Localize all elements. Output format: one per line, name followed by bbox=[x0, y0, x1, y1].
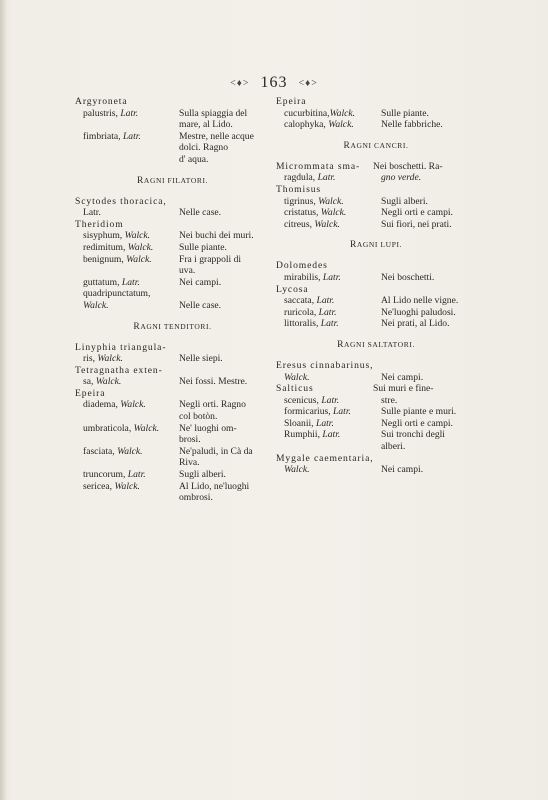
section-heading bbox=[276, 141, 476, 151]
genus-name: Argyroneta bbox=[75, 96, 128, 107]
left-column bbox=[75, 96, 270, 504]
species-entry bbox=[75, 242, 270, 254]
species-entry bbox=[276, 372, 476, 384]
species-epithet: sericea, bbox=[83, 480, 115, 492]
genus-name: Mygale caementaria, bbox=[276, 452, 374, 464]
species-author: Walck. bbox=[114, 480, 140, 492]
species-author: Walck. bbox=[320, 207, 347, 219]
species-author: Latr. bbox=[318, 306, 337, 318]
species-name bbox=[75, 423, 179, 435]
habitat-note: Nelle fabbriche. bbox=[381, 119, 443, 131]
species-author: Walck. bbox=[284, 371, 310, 383]
heading-initial: R bbox=[343, 140, 351, 151]
genus-name: Eresus cinnabarinus, bbox=[276, 359, 374, 371]
habitat-note: Nei campi. bbox=[381, 371, 424, 383]
species-entry bbox=[276, 429, 476, 441]
habitat-note: uva. bbox=[179, 265, 196, 277]
heading-initial: R bbox=[136, 175, 144, 186]
species-epithet: sisyphum, bbox=[83, 230, 125, 242]
species-entry bbox=[276, 307, 476, 319]
species-author: Walck. bbox=[284, 464, 310, 476]
species-epithet: Rumphii, bbox=[284, 429, 323, 441]
species-author: Latr. bbox=[120, 107, 139, 119]
habitat-note: Negli orti e campi. bbox=[381, 417, 453, 429]
species-epithet: Latr. bbox=[83, 207, 101, 219]
species-name bbox=[276, 119, 381, 131]
species-author: Latr. bbox=[321, 394, 340, 406]
habitat-note: Ne'luoghi paludosi. bbox=[381, 306, 456, 318]
habitat-note: Nei fossi. Mestre. bbox=[179, 376, 248, 388]
species-name bbox=[276, 172, 381, 184]
species-name bbox=[75, 457, 179, 469]
genus-name: Thomisus bbox=[276, 183, 322, 195]
species-name bbox=[75, 254, 179, 266]
habitat-note: Nei campi. bbox=[381, 464, 424, 476]
species-author: Walck. bbox=[133, 422, 160, 434]
species-entry bbox=[276, 418, 476, 430]
heading-rest: AGNI LUPI. bbox=[356, 240, 403, 250]
species-entry bbox=[276, 219, 476, 231]
heading-initial: R bbox=[337, 339, 345, 350]
species-name bbox=[276, 464, 381, 476]
species-author: Walck. bbox=[126, 253, 152, 265]
ornament-right: <♦> bbox=[298, 77, 318, 89]
habitat-note: Sulle piante e muri. bbox=[381, 406, 457, 418]
species-author: Latr. bbox=[317, 172, 336, 184]
species-entry bbox=[75, 457, 270, 469]
habitat-note: Al Lido, ne'luoghi bbox=[179, 480, 250, 492]
species-entry bbox=[75, 277, 270, 289]
habitat-note: d' aqua. bbox=[179, 153, 209, 165]
species-name bbox=[75, 131, 179, 143]
habitat-note: Al Lido nelle vigne. bbox=[381, 295, 459, 307]
species-entry bbox=[276, 295, 476, 307]
habitat-note: alberi. bbox=[381, 441, 406, 453]
habitat-note: brosi. bbox=[179, 434, 201, 446]
species-entry bbox=[75, 108, 270, 120]
species-name bbox=[276, 219, 381, 231]
habitat-note: col botòn. bbox=[179, 411, 218, 423]
species-author: Latr. bbox=[127, 469, 146, 481]
species-entry bbox=[276, 406, 476, 418]
species-entry bbox=[75, 131, 270, 143]
species-epithet: ris, bbox=[83, 353, 98, 365]
habitat-note: Sugli alberi. bbox=[381, 195, 428, 207]
species-entry bbox=[75, 434, 270, 446]
species-name bbox=[75, 119, 179, 131]
species-epithet: calophyka, bbox=[284, 119, 329, 131]
habitat-note: dolci. Ragno bbox=[179, 142, 229, 154]
species-name bbox=[276, 196, 381, 208]
species-name bbox=[276, 372, 381, 384]
habitat-note: Sugli alberi. bbox=[179, 469, 226, 481]
genus-name: Dolomedes bbox=[276, 260, 328, 272]
species-epithet: citreus, bbox=[284, 218, 315, 230]
habitat-note: Nei boschetti. Ra- bbox=[373, 160, 443, 172]
page-gutter-shadow bbox=[0, 0, 6, 800]
species-author: Walck. bbox=[117, 445, 143, 457]
species-author: Walck. bbox=[314, 218, 340, 230]
species-name bbox=[276, 383, 373, 395]
species-entry bbox=[75, 265, 270, 277]
species-entry bbox=[75, 288, 270, 300]
species-entry bbox=[75, 230, 270, 242]
species-name bbox=[75, 399, 179, 411]
page-number: 163 bbox=[260, 74, 288, 91]
species-name bbox=[276, 441, 381, 453]
species-epithet: redimitum, bbox=[83, 241, 128, 253]
species-author: Walck. bbox=[318, 195, 344, 207]
species-entry bbox=[276, 272, 476, 284]
species-author: Latr. bbox=[122, 130, 141, 142]
section-heading bbox=[75, 176, 270, 186]
habitat-note: Mestre, nelle acque bbox=[179, 130, 254, 142]
habitat-note: Sulle piante. bbox=[381, 107, 429, 119]
species-epithet: fasciata, bbox=[83, 445, 118, 457]
species-name bbox=[276, 318, 381, 330]
genus-name: Lycosa bbox=[276, 283, 309, 295]
species-author: Latr. bbox=[333, 406, 351, 418]
species-epithet: diadema, bbox=[83, 399, 121, 411]
species-entry bbox=[276, 464, 476, 476]
ornament-left: <♦> bbox=[230, 77, 250, 89]
habitat-note: Ne' luoghi om- bbox=[179, 422, 237, 434]
species-entry bbox=[75, 469, 270, 481]
habitat-note: Negli orti e campi. bbox=[381, 207, 453, 219]
species-entry bbox=[75, 492, 270, 504]
species-name bbox=[75, 142, 179, 154]
species-entry bbox=[276, 108, 476, 120]
species-epithet: littoralis, bbox=[284, 318, 321, 330]
habitat-note: gno verde. bbox=[381, 172, 422, 184]
species-entry bbox=[276, 161, 476, 173]
species-entry bbox=[75, 446, 270, 458]
habitat-note: Sui tronchi degli bbox=[381, 429, 445, 441]
species-epithet: fimbriata, bbox=[83, 130, 123, 142]
species-entry bbox=[75, 207, 270, 219]
species-name bbox=[276, 395, 381, 407]
genus-name: Scytodes thoracica, bbox=[75, 195, 167, 207]
species-name bbox=[75, 265, 179, 277]
species-name bbox=[276, 207, 381, 219]
species-entry bbox=[75, 142, 270, 154]
species-entry bbox=[276, 441, 476, 453]
species-entry bbox=[75, 353, 270, 365]
species-entry bbox=[276, 207, 476, 219]
species-entry bbox=[75, 376, 270, 388]
habitat-note: Sui muri e fine- bbox=[373, 383, 434, 395]
species-name bbox=[75, 242, 179, 254]
section-heading bbox=[75, 322, 270, 332]
species-entry bbox=[276, 172, 476, 184]
section-heading bbox=[276, 340, 476, 350]
species-author: Walck. bbox=[329, 107, 356, 119]
species-entry bbox=[276, 196, 476, 208]
section-heading bbox=[276, 240, 476, 250]
species-name bbox=[276, 272, 381, 284]
species-epithet: formicarius, bbox=[284, 406, 334, 418]
species-name bbox=[75, 230, 179, 242]
page-header bbox=[0, 74, 548, 92]
species-author: Walck. bbox=[95, 376, 122, 388]
species-epithet: sa, bbox=[83, 376, 96, 388]
species-epithet: mirabilis, bbox=[284, 271, 323, 283]
species-name bbox=[276, 161, 373, 173]
heading-initial: R bbox=[349, 240, 357, 251]
species-epithet: truncorum, bbox=[83, 469, 128, 481]
habitat-note: Negli orti. Ragno bbox=[179, 399, 246, 411]
species-entry bbox=[75, 254, 270, 266]
heading-rest: AGNI CANCRI. bbox=[350, 140, 409, 150]
habitat-note: Fra i grappoli di bbox=[179, 253, 242, 265]
species-author: Latr. bbox=[316, 295, 335, 307]
genus-name: Epeira bbox=[276, 96, 307, 107]
species-epithet: saccata, bbox=[284, 295, 317, 307]
habitat-note: Nei boschetti. bbox=[381, 271, 435, 283]
species-entry bbox=[276, 119, 476, 131]
species-entry bbox=[276, 383, 476, 395]
habitat-note: Nei buchi dei muri. bbox=[179, 230, 254, 242]
habitat-note: Nelle case. bbox=[179, 299, 222, 311]
species-author: Latr. bbox=[322, 429, 341, 441]
species-name bbox=[75, 288, 179, 300]
species-epithet: quadripunctatum, bbox=[83, 288, 151, 300]
habitat-note: Ne'paludi, in Cà da bbox=[179, 445, 253, 457]
species-name bbox=[75, 434, 179, 446]
habitat-note: ombrosi. bbox=[179, 492, 213, 504]
habitat-note: Nelle siepi. bbox=[179, 353, 223, 365]
species-epithet: cucurbitina, bbox=[284, 107, 330, 119]
species-author: Latr. bbox=[315, 417, 334, 429]
habitat-note: Sulle piante. bbox=[179, 241, 227, 253]
species-epithet: scenicus, bbox=[284, 394, 322, 406]
species-entry bbox=[75, 154, 270, 166]
habitat-note bbox=[179, 288, 270, 300]
species-author: Latr. bbox=[121, 276, 140, 288]
species-author: Walck. bbox=[124, 230, 151, 242]
species-name bbox=[276, 429, 381, 441]
genus-name: Epeira bbox=[75, 387, 106, 399]
habitat-note: Nei campi. bbox=[179, 276, 222, 288]
species-epithet: palustris, bbox=[83, 107, 121, 119]
heading-rest: AGNI FILATORI. bbox=[143, 175, 209, 185]
genus-name: Tetragnatha exten- bbox=[75, 364, 163, 376]
heading-rest: AGNI TENDITORI. bbox=[140, 321, 212, 331]
right-column bbox=[276, 96, 476, 476]
species-author: Walck. bbox=[97, 353, 123, 365]
species-author: Latr. bbox=[320, 318, 339, 330]
species-epithet: ruricola, bbox=[284, 306, 319, 318]
species-name bbox=[276, 307, 381, 319]
species-name bbox=[75, 353, 179, 365]
habitat-note: Sulla spiaggia del bbox=[179, 107, 248, 119]
species-name bbox=[276, 295, 381, 307]
species-name bbox=[75, 376, 179, 388]
species-entry bbox=[276, 318, 476, 330]
species-name bbox=[276, 418, 381, 430]
habitat-note: stre. bbox=[381, 394, 398, 406]
species-author: Walck. bbox=[127, 241, 154, 253]
species-epithet: Micrommata sma- bbox=[276, 160, 361, 172]
species-name bbox=[75, 481, 179, 493]
species-epithet: guttatum, bbox=[83, 276, 122, 288]
species-entry bbox=[75, 119, 270, 131]
species-name bbox=[75, 469, 179, 481]
species-name bbox=[75, 300, 179, 312]
genus-name: Theridiom bbox=[75, 218, 124, 230]
habitat-note: mare, al Lido. bbox=[179, 119, 233, 131]
species-name bbox=[276, 406, 381, 418]
species-entry bbox=[75, 481, 270, 493]
genus-name: Linyphia triangula- bbox=[75, 341, 167, 353]
species-entry bbox=[75, 423, 270, 435]
species-author: Walck. bbox=[328, 119, 354, 131]
habitat-note: Sui fiori, nei prati. bbox=[381, 218, 452, 230]
species-name bbox=[276, 108, 381, 120]
species-name bbox=[75, 492, 179, 504]
species-name bbox=[75, 207, 179, 219]
habitat-note: Nei prati, al Lido. bbox=[381, 318, 450, 330]
species-epithet: ragdula, bbox=[284, 172, 318, 184]
species-epithet: Salticus bbox=[276, 383, 314, 395]
species-epithet: cristatus, bbox=[284, 207, 321, 219]
species-entry bbox=[75, 411, 270, 423]
species-entry bbox=[75, 399, 270, 411]
species-name bbox=[75, 446, 179, 458]
species-author: Walck. bbox=[83, 299, 109, 311]
species-name bbox=[75, 108, 179, 120]
species-epithet: Sloanii, bbox=[284, 417, 316, 429]
species-name bbox=[75, 411, 179, 423]
species-epithet: umbraticola, bbox=[83, 422, 134, 434]
species-author: Latr. bbox=[322, 271, 341, 283]
habitat-note: Riva. bbox=[179, 457, 200, 469]
habitat-note: Nelle case. bbox=[179, 207, 222, 219]
species-name bbox=[75, 154, 179, 166]
species-entry bbox=[75, 300, 270, 312]
species-epithet: benignum, bbox=[83, 253, 127, 265]
species-epithet: tigrinus, bbox=[284, 195, 319, 207]
species-name bbox=[75, 277, 179, 289]
species-author: Walck. bbox=[120, 399, 146, 411]
species-entry bbox=[276, 395, 476, 407]
heading-rest: AGNI SALTATORI. bbox=[344, 339, 415, 349]
heading-initial: R bbox=[133, 321, 141, 332]
